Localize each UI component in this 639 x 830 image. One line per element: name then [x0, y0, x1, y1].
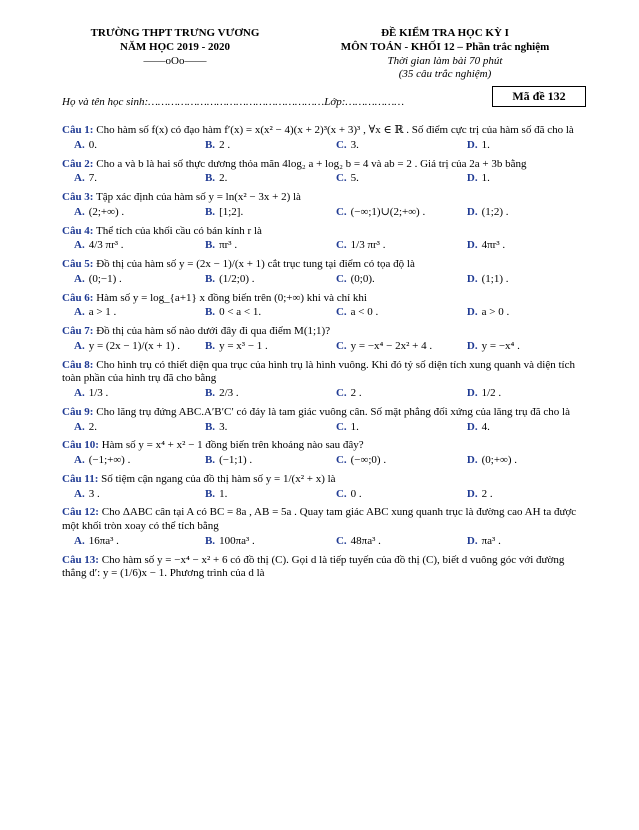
- option-text: πa³ .: [481, 534, 501, 547]
- option-label: D.: [466, 172, 478, 185]
- option-label: C.: [335, 138, 347, 151]
- answer-option-b: [193, 535, 324, 549]
- option-text: (−1;1) .: [219, 454, 253, 466]
- answer-option-a: [62, 139, 193, 153]
- option-label: D.: [466, 272, 478, 285]
- question-label: Câu 12:: [62, 506, 99, 519]
- option-label: D.: [466, 239, 478, 252]
- question-label: Câu 8:: [62, 358, 94, 371]
- answer-option-c: [324, 206, 455, 220]
- option-text: 0 .: [350, 487, 362, 500]
- question-label: Câu 6:: [62, 291, 94, 304]
- question-body: Thể tích của khối cầu có bán kính r là: [96, 224, 262, 237]
- question-label: Câu 3:: [62, 191, 94, 203]
- option-text: 1/3 πr³ .: [350, 239, 386, 252]
- option-text: 2 .: [219, 138, 231, 151]
- option-text: (−1;+∞) .: [88, 454, 131, 466]
- question-body: Cho hàm số f(x) có đạo hàm f′(x) = x(x² − 4)(x + 2)³(x + 3)³ , ∀x ∈ ℝ . Số điểm cực trị của hàm số đã cho là: [96, 124, 574, 136]
- option-text: 1/3 .: [88, 387, 109, 399]
- answer-option-b: [193, 206, 324, 220]
- option-text: (2;+∞) .: [88, 205, 125, 218]
- answer-options: [62, 454, 584, 468]
- question-label: Câu 9:: [62, 405, 94, 418]
- option-label: C.: [335, 454, 347, 466]
- question-text: [62, 473, 584, 487]
- option-label: B.: [204, 306, 216, 319]
- answer-option-d: [455, 454, 584, 468]
- option-text: 0 < a < 1.: [219, 306, 262, 319]
- question-body: Cho lăng trụ đứng ABC.A′B′C′ có đáy là tam giác vuông cân. Số mặt phẳng đối xứng của lăng trụ đã cho là: [96, 405, 570, 418]
- question-body: Cho ΔABC cân tại A có BC = 8a , AB = 5a . Quay tam giác ABC xung quanh trục là đường cao AH ta được một khối tròn xoay có thể tích bằng: [62, 506, 577, 532]
- question-body: Số tiệm cận ngang của đồ thị hàm số y = 1/(x² + x) là: [101, 472, 336, 485]
- option-text: 5.: [350, 172, 359, 185]
- option-text: (−∞;1)∪(2;+∞) .: [350, 205, 426, 218]
- question-body: Đồ thị của hàm số nào dưới đây đi qua điểm M(1;1)?: [96, 325, 331, 337]
- question-body: Cho a và b là hai số thực dương thỏa mãn 4log₂ a + log₂ b = 4 và ab = 2 . Giá trị của 2a + 3b bằng: [96, 157, 527, 170]
- option-label: A.: [74, 205, 85, 218]
- answer-option-a: [62, 273, 193, 287]
- option-label: B.: [204, 205, 216, 218]
- option-text: 2.: [88, 420, 97, 433]
- option-label: B.: [204, 534, 216, 547]
- answer-option-d: [455, 340, 584, 354]
- option-text: 1.: [219, 487, 228, 500]
- answer-option-b: [193, 387, 324, 401]
- question-label: Câu 5:: [62, 258, 94, 270]
- option-label: A.: [74, 487, 85, 500]
- option-text: (−∞;0) .: [350, 454, 387, 466]
- option-label: A.: [74, 239, 85, 252]
- question-1: [62, 124, 584, 153]
- ornament: ——oOo——: [143, 54, 207, 67]
- answer-option-c: [324, 340, 455, 354]
- answer-option-a: [62, 488, 193, 502]
- answer-option-d: [455, 206, 584, 220]
- school-name: TRƯỜNG THPT TRƯNG VƯƠNG: [90, 27, 260, 39]
- exam-title: ĐỀ KIỂM TRA HỌC KỲ I: [381, 27, 509, 39]
- answer-options: [62, 139, 584, 153]
- option-text: 4/3 πr³ .: [88, 239, 124, 252]
- option-label: D.: [466, 306, 478, 319]
- question-3: [62, 191, 584, 220]
- question-list: [62, 124, 584, 581]
- question-text: [62, 292, 584, 306]
- option-label: D.: [466, 138, 478, 151]
- option-label: A.: [74, 387, 85, 399]
- option-label: C.: [335, 272, 347, 285]
- answer-option-a: [62, 206, 193, 220]
- question-13: [62, 554, 584, 582]
- answer-option-a: [62, 239, 193, 253]
- question-count: (35 câu trắc nghiệm): [398, 68, 492, 81]
- option-label: C.: [335, 534, 347, 547]
- answer-option-c: [324, 306, 455, 320]
- answer-option-d: [455, 306, 584, 320]
- answer-option-c: [324, 421, 455, 435]
- answer-option-a: [62, 535, 193, 549]
- answer-option-b: [193, 421, 324, 435]
- option-label: A.: [74, 138, 85, 151]
- exam-code-box: Mã đề 132: [492, 86, 586, 107]
- option-text: a > 0 .: [481, 306, 510, 319]
- answer-option-c: [324, 239, 455, 253]
- option-text: 1.: [481, 172, 490, 185]
- option-label: C.: [335, 239, 347, 252]
- answer-options: [62, 206, 584, 220]
- option-text: 3.: [350, 138, 359, 151]
- question-label: Câu 7:: [62, 325, 94, 337]
- answer-option-b: [193, 306, 324, 320]
- answer-option-c: [324, 139, 455, 153]
- option-label: A.: [74, 420, 85, 433]
- option-text: 100πa³ .: [219, 534, 255, 547]
- option-text: y = x³ − 1 .: [219, 339, 268, 352]
- question-4: [62, 225, 584, 254]
- answer-option-d: [455, 387, 584, 401]
- answer-option-c: [324, 488, 455, 502]
- answer-option-c: [324, 454, 455, 468]
- question-body: Hàm số y = x⁴ + x² − 1 đồng biến trên khoảng nào sau đây?: [101, 439, 364, 452]
- question-label: Câu 2:: [62, 157, 94, 170]
- question-text: [62, 554, 584, 582]
- question-body: Tập xác định của hàm số y = ln(x² − 3x + 2) là: [96, 191, 301, 203]
- school-header: [60, 27, 290, 68]
- option-text: y = −x⁴ − 2x² + 4 .: [350, 339, 433, 352]
- option-text: 1.: [350, 420, 359, 433]
- answer-options: [62, 239, 584, 253]
- option-label: B.: [204, 138, 216, 151]
- option-label: C.: [335, 387, 347, 399]
- option-text: y = −x⁴ .: [481, 339, 520, 352]
- answer-option-b: [193, 340, 324, 354]
- question-8: [62, 359, 584, 401]
- answer-option-d: [455, 172, 584, 186]
- answer-option-b: [193, 488, 324, 502]
- question-text: [62, 191, 584, 205]
- option-label: C.: [335, 205, 347, 218]
- answer-option-b: [193, 239, 324, 253]
- option-label: B.: [204, 387, 216, 399]
- option-label: B.: [204, 487, 216, 500]
- question-5: [62, 258, 584, 287]
- answer-option-a: [62, 421, 193, 435]
- option-label: B.: [204, 454, 216, 466]
- option-label: D.: [466, 487, 478, 500]
- option-label: C.: [335, 306, 347, 319]
- exam-header: [300, 27, 590, 82]
- option-text: 3.: [219, 420, 228, 433]
- answer-option-d: [455, 421, 584, 435]
- option-text: 16πa³ .: [88, 534, 119, 547]
- option-label: A.: [74, 272, 85, 285]
- question-10: [62, 439, 584, 468]
- answer-options: [62, 273, 584, 287]
- answer-option-d: [455, 139, 584, 153]
- option-label: D.: [466, 387, 478, 399]
- option-text: πr³ .: [219, 239, 238, 252]
- option-text: 2 .: [481, 487, 493, 500]
- question-9: [62, 406, 584, 435]
- answer-option-b: [193, 273, 324, 287]
- question-body: Cho hàm số y = −x⁴ − x² + 6 có đồ thị (C). Gọi d là tiếp tuyến của đồ thị (C), biết d vuông góc với đường thẳng d′: y = (1/6)x − 1. Phương trình của d là: [62, 553, 565, 580]
- option-label: C.: [335, 339, 347, 352]
- option-text: (1;1) .: [481, 272, 509, 285]
- answer-options: [62, 421, 584, 435]
- option-text: (1;2) .: [481, 205, 509, 218]
- answer-options: [62, 488, 584, 502]
- answer-option-d: [455, 239, 584, 253]
- question-6: [62, 292, 584, 321]
- option-text: 2 .: [350, 387, 362, 399]
- question-11: [62, 473, 584, 502]
- answer-option-a: [62, 306, 193, 320]
- question-label: Câu 1:: [62, 124, 94, 136]
- option-label: A.: [74, 534, 85, 547]
- question-text: [62, 258, 584, 272]
- answer-option-c: [324, 387, 455, 401]
- option-text: 1.: [481, 138, 490, 151]
- option-label: B.: [204, 339, 216, 352]
- option-text: (0;0).: [350, 272, 375, 285]
- option-label: B.: [204, 272, 216, 285]
- answer-option-a: [62, 454, 193, 468]
- option-text: a < 0 .: [350, 306, 379, 319]
- question-text: [62, 359, 584, 387]
- option-label: A.: [74, 306, 85, 319]
- option-text: 48πa³ .: [350, 534, 381, 547]
- answer-option-a: [62, 340, 193, 354]
- option-label: D.: [466, 454, 478, 466]
- option-text: (1/2;0) .: [219, 272, 255, 285]
- question-label: Câu 11:: [62, 472, 99, 485]
- option-label: B.: [204, 172, 216, 185]
- option-text: y = (2x − 1)/(x + 1) .: [88, 339, 181, 352]
- question-body: Đồ thị của hàm số y = (2x − 1)/(x + 1) cắt trục tung tại điểm có tọa độ là: [96, 258, 415, 270]
- answer-options: [62, 340, 584, 354]
- option-text: (0;+∞) .: [481, 454, 518, 466]
- exam-subject: MÔN TOÁN - KHỐI 12 – Phần trắc nghiệm: [340, 40, 550, 53]
- answer-option-a: [62, 172, 193, 186]
- option-label: A.: [74, 454, 85, 466]
- option-label: B.: [204, 420, 216, 433]
- option-text: 1/2 .: [481, 387, 502, 399]
- answer-option-c: [324, 535, 455, 549]
- option-label: C.: [335, 172, 347, 185]
- question-7: [62, 325, 584, 354]
- question-12: [62, 506, 584, 548]
- option-text: [1;2].: [219, 205, 244, 218]
- option-text: 4πr³ .: [481, 239, 506, 252]
- exam-time: Thời gian làm bài 70 phút: [387, 54, 503, 67]
- answer-options: [62, 387, 584, 401]
- answer-option-a: [62, 387, 193, 401]
- option-text: 2/3 .: [219, 387, 239, 399]
- answer-options: [62, 172, 584, 186]
- question-label: Câu 13:: [62, 553, 99, 566]
- question-body: Hàm số y = log_{a+1} x đồng biến trên (0;+∞) khi và chỉ khi: [96, 291, 367, 304]
- option-label: A.: [74, 172, 85, 185]
- option-label: D.: [466, 534, 478, 547]
- answer-option-c: [324, 273, 455, 287]
- option-text: 0.: [88, 138, 97, 151]
- option-label: D.: [466, 339, 478, 352]
- answer-option-d: [455, 535, 584, 549]
- option-text: (0;−1) .: [88, 272, 122, 285]
- option-text: 2.: [219, 172, 228, 185]
- answer-option-c: [324, 172, 455, 186]
- option-label: B.: [204, 239, 216, 252]
- option-label: C.: [335, 487, 347, 500]
- question-label: Câu 10:: [62, 439, 99, 452]
- option-label: D.: [466, 420, 478, 433]
- answer-options: [62, 306, 584, 320]
- question-label: Câu 4:: [62, 224, 94, 237]
- question-text: [62, 506, 584, 534]
- answer-options: [62, 535, 584, 549]
- question-body: Cho hình trụ có thiết diện qua trục của hình trụ là hình vuông. Khi đó tỷ số diện tích xung quanh và diện tích toàn phần của hình trụ đã cho bằng: [62, 358, 575, 385]
- option-text: 3 .: [88, 487, 100, 500]
- option-label: D.: [466, 205, 478, 218]
- answer-option-b: [193, 172, 324, 186]
- school-year: NĂM HỌC 2019 - 2020: [120, 40, 230, 53]
- question-text: [62, 406, 584, 420]
- answer-option-b: [193, 139, 324, 153]
- option-label: A.: [74, 339, 85, 352]
- answer-option-d: [455, 273, 584, 287]
- option-text: 4.: [481, 420, 490, 433]
- question-text: [62, 158, 584, 172]
- student-info-line: Họ và tên học sinh:………………………………………………Lớp:………………: [62, 96, 405, 108]
- answer-option-b: [193, 454, 324, 468]
- question-text: [62, 325, 584, 339]
- question-2: [62, 158, 584, 187]
- question-text: [62, 124, 584, 138]
- option-label: C.: [335, 420, 347, 433]
- answer-option-d: [455, 488, 584, 502]
- option-text: 7.: [88, 172, 97, 185]
- option-text: a > 1 .: [88, 306, 117, 319]
- question-text: [62, 225, 584, 239]
- question-text: [62, 439, 584, 453]
